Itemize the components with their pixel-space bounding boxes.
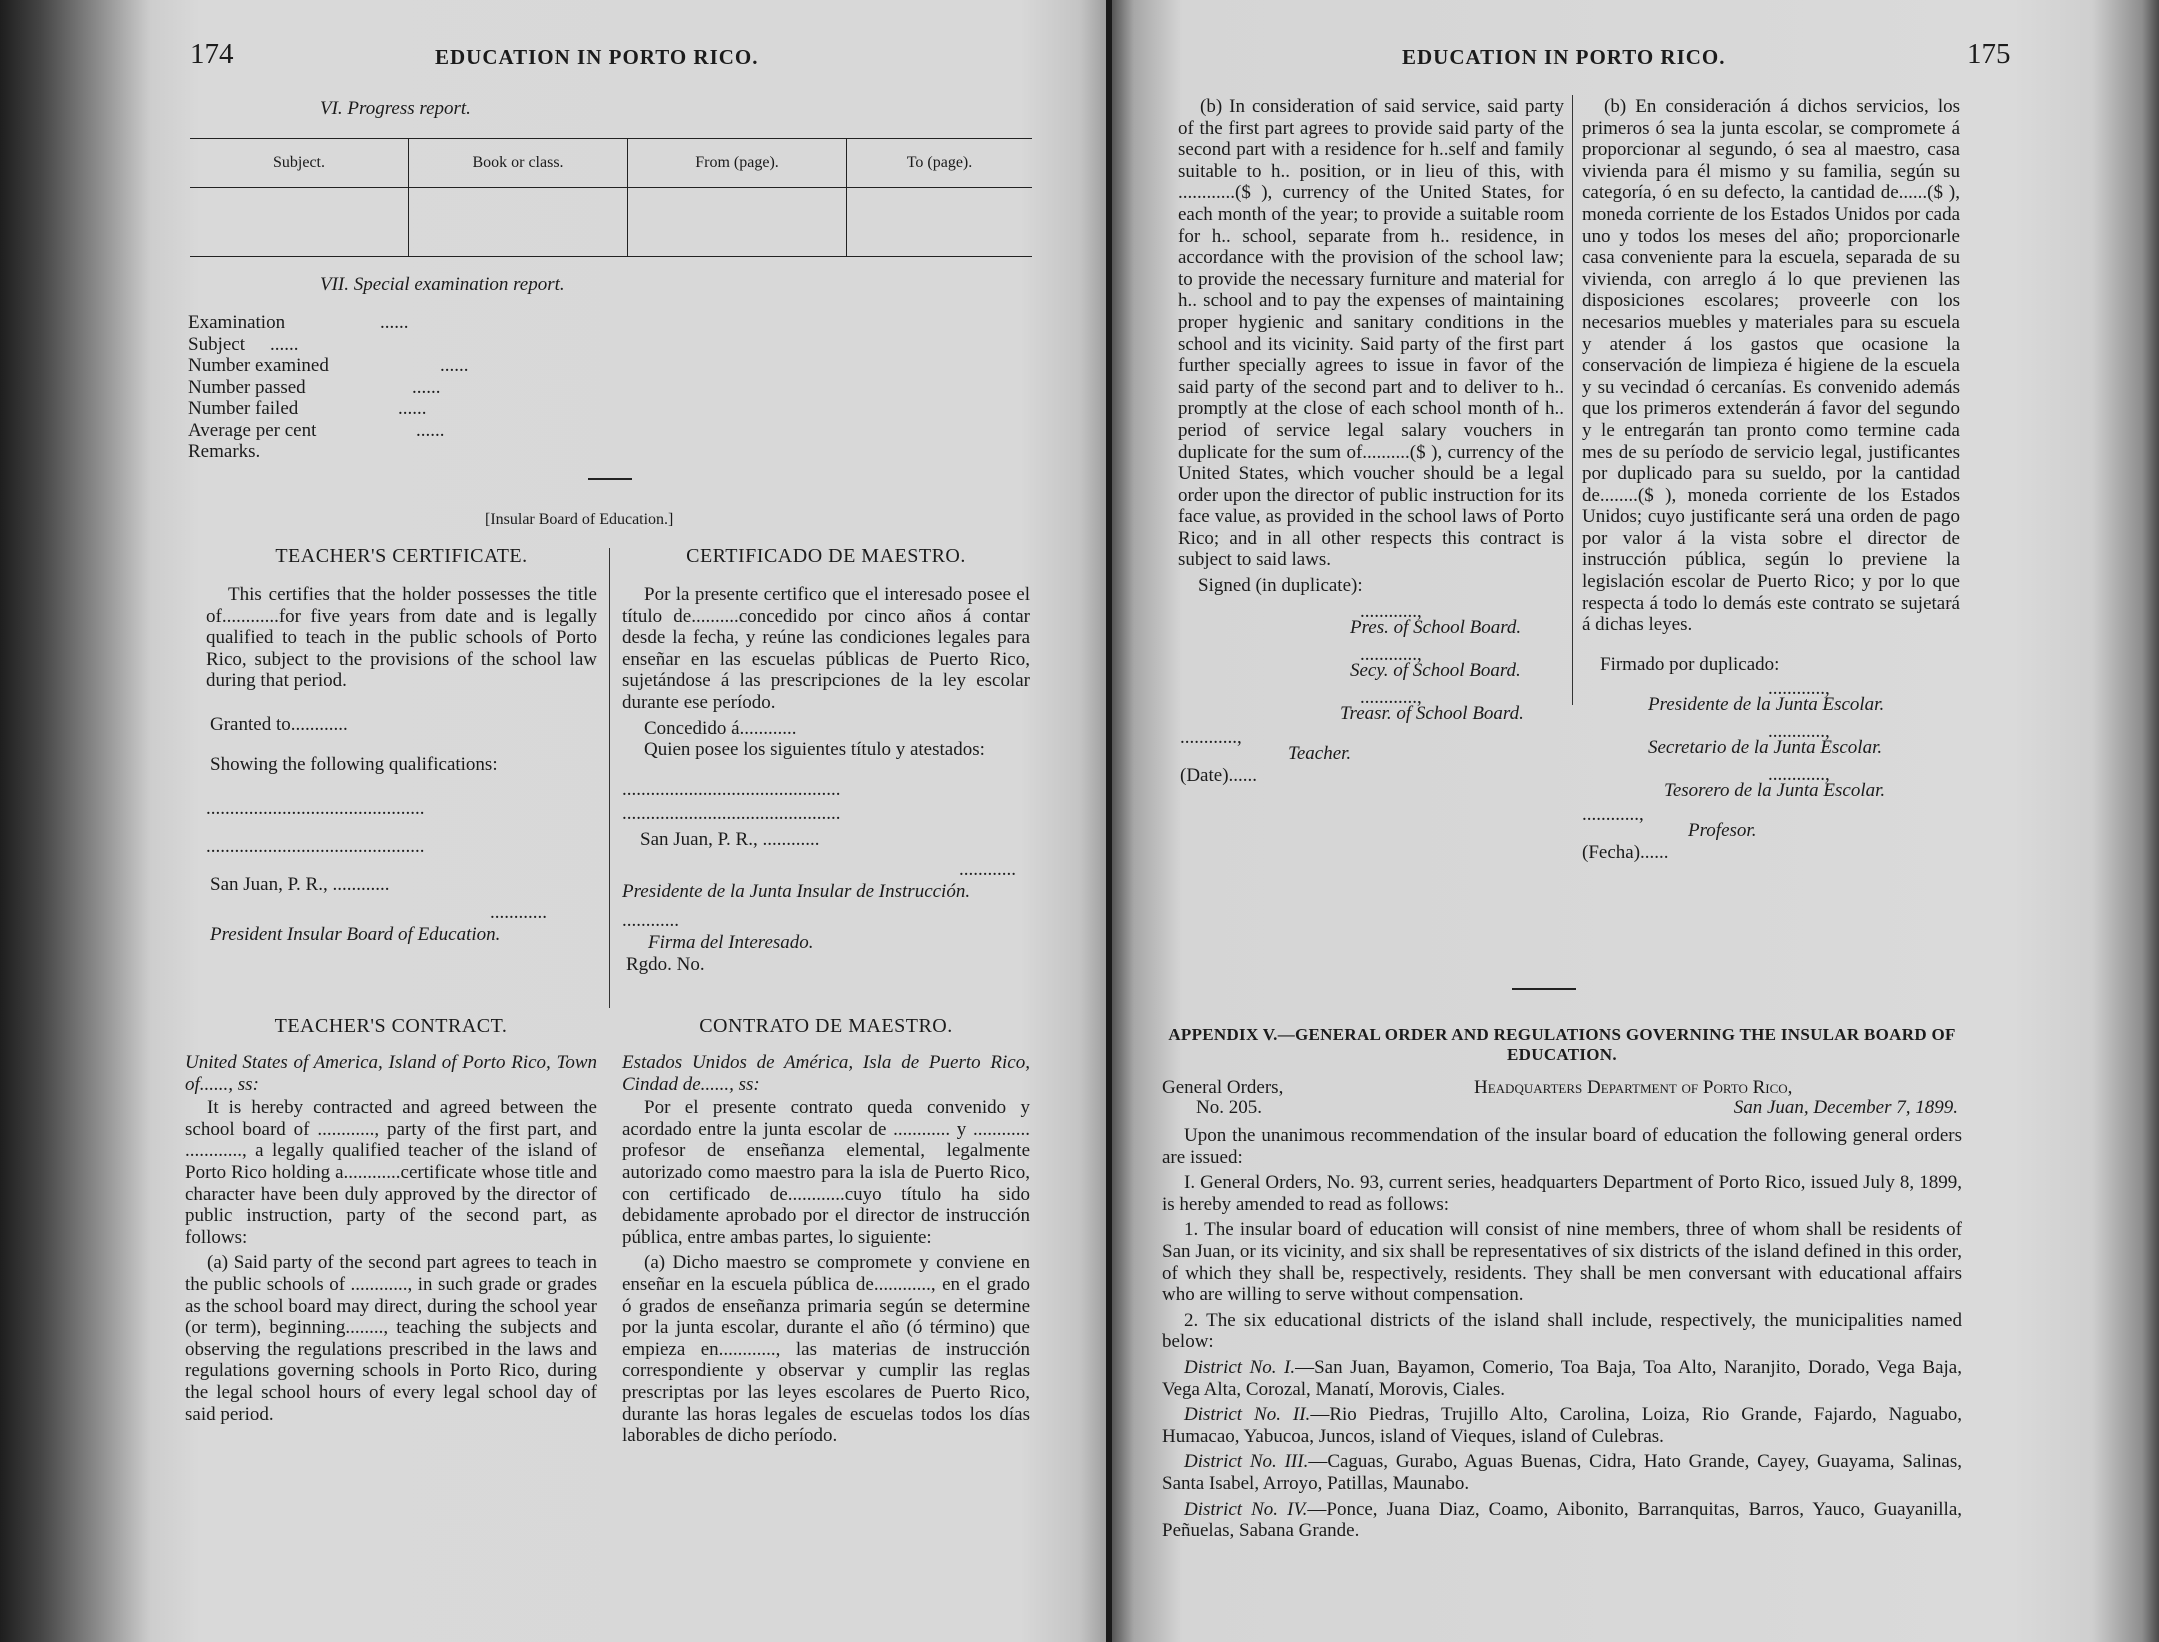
column-header: Book or class. <box>409 139 628 188</box>
signature-title: President Insular Board of Education. <box>210 923 501 945</box>
signature-title: Presidente de la Junta Escolar. <box>1648 693 1885 715</box>
signature-line: ............, <box>1360 601 1422 623</box>
teacher-contract <box>185 1015 597 1429</box>
granted-to: Granted to............ <box>210 713 348 735</box>
signature-title: Tesorero de la Junta Escolar. <box>1664 779 1886 801</box>
list-item: District No. II.—Rio Piedras, Trujillo Alto, Carolina, Loiza, Rio Grande, Fajardo, Naguabo, Humacao, Yabucoa, Juncos, island of Vieques, island of Culebras. <box>1162 1404 1962 1447</box>
table-cell <box>628 188 847 257</box>
list-item: District No. I.—San Juan, Bayamon, Comerio, Toa Baja, Toa Alto, Naranjito, Dorado, Vega Baja, Vega Alta, Corozal, Manatí, Morovis, Ciales. <box>1162 1356 1962 1400</box>
teacher-certificate <box>206 545 597 946</box>
signature-title: Firma del Interesado. <box>648 932 814 954</box>
appendix-title: APPENDIX V.—GENERAL ORDER AND REGULATIONS GOVERNING THE INSULAR BOARD OF EDUCATION. <box>1168 1025 1956 1064</box>
signature-block <box>1582 676 1960 866</box>
signature-title: Presidente de la Junta Insular de Instrucción. <box>622 880 971 902</box>
signature-title: Secretario de la Junta Escolar. <box>1648 736 1883 758</box>
section-heading: CONTRATO DE MAESTRO. <box>699 1015 953 1037</box>
order-label: General Orders, <box>1162 1077 1284 1098</box>
page-number: 175 <box>1967 38 2011 70</box>
date-line: (Fecha)...... <box>1582 841 1669 863</box>
signed-label: Signed (in duplicate): <box>1198 575 1363 597</box>
order-header <box>1162 1077 1962 1125</box>
list-item: District No. IV.—Ponce, Juana Diaz, Coamo, Aibonito, Barranquitas, Barros, Yauco, Guayanilla, Peñuelas, Sabana Grande. <box>1162 1498 1962 1542</box>
signature-line: ............, <box>1360 687 1422 709</box>
contrato-de-maestro <box>622 1015 1030 1451</box>
list-item: Number passed ...... <box>188 376 441 398</box>
signed-label: Firmado por duplicado: <box>1600 653 1780 675</box>
special-exam-report <box>188 312 469 463</box>
dotted-line: .............................................. <box>206 797 425 819</box>
progress-report-title: VI. Progress report. <box>320 98 471 119</box>
list-item: Subject ...... <box>188 333 299 355</box>
signature-line: ............ <box>959 858 1016 880</box>
signature-block <box>1178 597 1564 787</box>
section-heading: TEACHER'S CONTRACT. <box>274 1015 508 1037</box>
signature-line: ............, <box>1582 803 1644 825</box>
column-header: To (page). <box>847 139 1033 188</box>
headquarters: Headquarters Department of Porto Rico, <box>1474 1077 1793 1098</box>
contract-body: It is hereby contracted and agreed between the school board of ............, party of the first part, and ............, a legally qualified teacher of the island of Porto Rico holding a............certificate whose title and character have been duly approved by the director of public instruction, party of the second part, as follows: (a) Said party of the second part agrees to teach in the public schools of ............, in such grade or grades as the school board may direct, during the school year (or term), beginning........, teaching the subjects and observing the regulations prescribed in the laws and regulations governing schools in Porto Rico, during the legal school hours of every legal school day of said period. <box>185 1097 597 1425</box>
list-item: Number examined ...... <box>188 355 469 376</box>
contract-continued-en <box>1178 96 1564 787</box>
contract-caption: United States of America, Island of Porto Rico, Town of......, ss: <box>185 1052 597 1095</box>
contract-caption: Estados Unidos de América, Isla de Puerto Rico, Cindad de......, ss: <box>622 1052 1030 1095</box>
running-head: EDUCATION IN PORTO RICO. <box>1402 45 1726 69</box>
list-item: Remarks. <box>188 441 261 462</box>
place-date: San Juan, P. R., ............ <box>640 828 820 850</box>
column-divider <box>1572 95 1573 705</box>
qualifications-label: Showing the following qualifications: <box>210 753 498 775</box>
qualifications-label: Quien posee los siguientes título y atestados: <box>644 739 985 761</box>
signature-title: Pres. of School Board. <box>1350 617 1522 639</box>
page-number: 174 <box>190 38 234 70</box>
section-heading: CERTIFICADO DE MAESTRO. <box>686 545 966 567</box>
divider <box>1512 988 1576 990</box>
list-item: District No. III.—Caguas, Gurabo, Aguas Buenas, Cidra, Hato Grande, Cayey, Guayama, Salinas, Santa Isabel, Arroyo, Patillas, Maunabo. <box>1162 1451 1962 1494</box>
signature-title: Teacher. <box>1288 743 1352 765</box>
appendix-v <box>1162 1025 1962 1546</box>
registration-number: Rgdo. No. <box>626 954 705 976</box>
dotted-line: .............................................. <box>622 778 841 800</box>
signature-title: Treasr. of School Board. <box>1340 703 1524 725</box>
granted-to: Concedido á............ <box>644 717 797 739</box>
contract-body: Por el presente contrato queda convenido y acordado entre la junta escolar de ............ y ............ profesor de enseñanza elemental, legalmente autorizado como maestro para la isla de Puerto Rico, con certificado de............cuyo título ha sido debidamente aprobado por el director de instrucción pública, entre ambas partes, lo siguiente: (a) Dicho maestro se compromete y conviene en enseñar en la escuela pública de............, en el grado ó grados de enseñanza primaria según se determine por la junta escolar, durante el año (ó término) que empieza en............, las materias de instrucción correspondiente y observar y cumplir las reglas prescriptas por las leyes escolares de Puerto Rico, durante las horas legales de escuelas todos los días laborables de dicho período. <box>622 1097 1030 1447</box>
dateline: San Juan, December 7, 1899. <box>1733 1097 1958 1118</box>
certificate-body: Por la presente certifico que el interesado posee el título de..........concedido por cinco años á contar desde la fecha, y reúne las condiciones legales para enseñar en las escuelas públicas de Puerto Rico, sujetándose á las prescripciones de la ley escolar durante ese período. <box>622 584 1030 713</box>
contract-clause-b: (b) En consideración á dichos servicios, los primeros ó sea la junta escolar, se compromete á proporcionar al segundo, ó sea al maestro, casa vivienda para él mismo y su familia, según su categoría, ó en su defecto, la cantidad de......($ ), moneda corriente de los Estados Unidos por cada uno y todos los meses del año; proporcionarle casa conveniente para la escuela, separada de su vivienda, con arreglo á lo que previenen las disposiciones escolares; proveerle con los necesarios muebles y materiales para su escuela y atender á los gastos que ocasione la conservación de limpieza é higiene de la escuela y su vecindad ó cercanías. Es convenido además que los primeros extenderán á favor del segundo y le entregarán tan pronto como termine cada mes de su período de servicio legal, justificantes por duplicado para su sueldo, por la cantidad de........($ ), moneda corriente de los Estados Unidos; cuyo justificante será una orden de pago por valor á la vista sobre el director de instrucción pública, según lo previene la legislación escolar de Puerto Rico; y por lo que respecta á todo lo demás este contrato se sujetará á dichas leyes. <box>1582 96 1960 636</box>
certificate-body: This certifies that the holder possesses the title of............for five years from date and is legally qualified to teach in the public schools of Porto Rico, subject to the provisions of the school law during that period. <box>206 584 597 692</box>
column-header: From (page). <box>628 139 847 188</box>
signature-line: ............ <box>490 901 547 923</box>
column-header: Subject. <box>190 139 409 188</box>
signature-line: ............, <box>1180 727 1242 749</box>
board-caption: [Insular Board of Education.] <box>485 511 674 528</box>
special-exam-title: VII. Special examination report. <box>320 274 565 295</box>
progress-report-table <box>190 138 1032 257</box>
right-page <box>1112 0 2159 1642</box>
certificado-de-maestro <box>622 545 1030 976</box>
list-item: Examination ...... <box>188 312 409 333</box>
list-item: Number failed ...... <box>188 398 427 419</box>
signature-line: ............, <box>1768 763 1830 785</box>
list-item: Average per cent ...... <box>188 419 445 441</box>
place-date: San Juan, P. R., ............ <box>210 873 390 895</box>
contract-continued-es <box>1582 96 1960 866</box>
table-cell <box>190 188 409 257</box>
dotted-line: .............................................. <box>622 802 841 824</box>
divider <box>588 478 632 480</box>
contract-clause-b: (b) In consideration of said service, said party of the first part agrees to provide said party of the second part with a residence for h..self and family suitable to h.. position, or in lieu of this, with ............($ ), currency of the United States, for each month of the year; to provide a suitable room for h.. school, separate from h.. residence, in accordance with the provision of the school law; to provide the necessary furniture and material for h.. school and to pay the expenses of maintaining proper hygienic and sanitary conditions in the school and its vicinity. Said party of the first part further specially agrees to issue in favor of the said party of the second part and to deliver to h.. promptly at the close of each school month of h.. period of service legal salary vouchers in duplicate for the sum of..........($ ), currency of the United States, which voucher should be a legal order upon the director of public instruction for its face value, as provided in the school laws of Porto Rico; and in all other respects this contract is subject to said laws. <box>1178 96 1564 571</box>
table-cell <box>847 188 1033 257</box>
signature-line: ............ <box>622 910 679 932</box>
dotted-line: .............................................. <box>206 835 425 857</box>
column-divider <box>609 548 610 1008</box>
order-number: No. 205. <box>1196 1097 1262 1118</box>
signature-line: ............, <box>1768 720 1830 742</box>
table-cell <box>409 188 628 257</box>
signature-line: ............, <box>1360 644 1422 666</box>
appendix-body: Upon the unanimous recommendation of the insular board of education the following general orders are issued: I. General Orders, No. 93, current series, headquarters Department of Porto Rico, issued July 8, 1899, is hereby amended to read as follows: 1. The insular board of education will consist of nine members, three of whom shall be residents of San Juan, or its vicinity, and six shall be representatives of six districts of the island defined in this order, of which they shall be, respectively, residents. They shall be men conversant with educational affairs who are willing to serve without compensation. 2. The six educational districts of the island shall include, respectively, the municipalities named below: District No. I.—San Juan, Bayamon, Comerio, Toa Baja, Toa Alto, Naranjito, Dorado, Vega Baja, Vega Alta, Corozal, Manatí, Morovis, Ciales. District No. II.—Rio Piedras, Trujillo Alto, Carolina, Loiza, Rio Grande, Fajardo, Naguabo, Humacao, Yabucoa, Juncos, island of Vieques, island of Culebras. District No. III.—Caguas, Gurabo, Aguas Buenas, Cidra, Hato Grande, Cayey, Guayama, Salinas, Santa Isabel, Arroyo, Patillas, Maunabo. District No. IV.—Ponce, Juana Diaz, Coamo, Aibonito, Barranquitas, Barros, Yauco, Guayanilla, Peñuelas, Sabana Grande. <box>1162 1125 1962 1542</box>
signature-title: Profesor. <box>1688 819 1757 841</box>
date-line: (Date)...... <box>1180 765 1258 787</box>
section-heading: TEACHER'S CERTIFICATE. <box>275 545 528 567</box>
signature-title: Secy. of School Board. <box>1350 660 1521 682</box>
running-head: EDUCATION IN PORTO RICO. <box>435 45 759 69</box>
signature-line: ............, <box>1768 677 1830 699</box>
